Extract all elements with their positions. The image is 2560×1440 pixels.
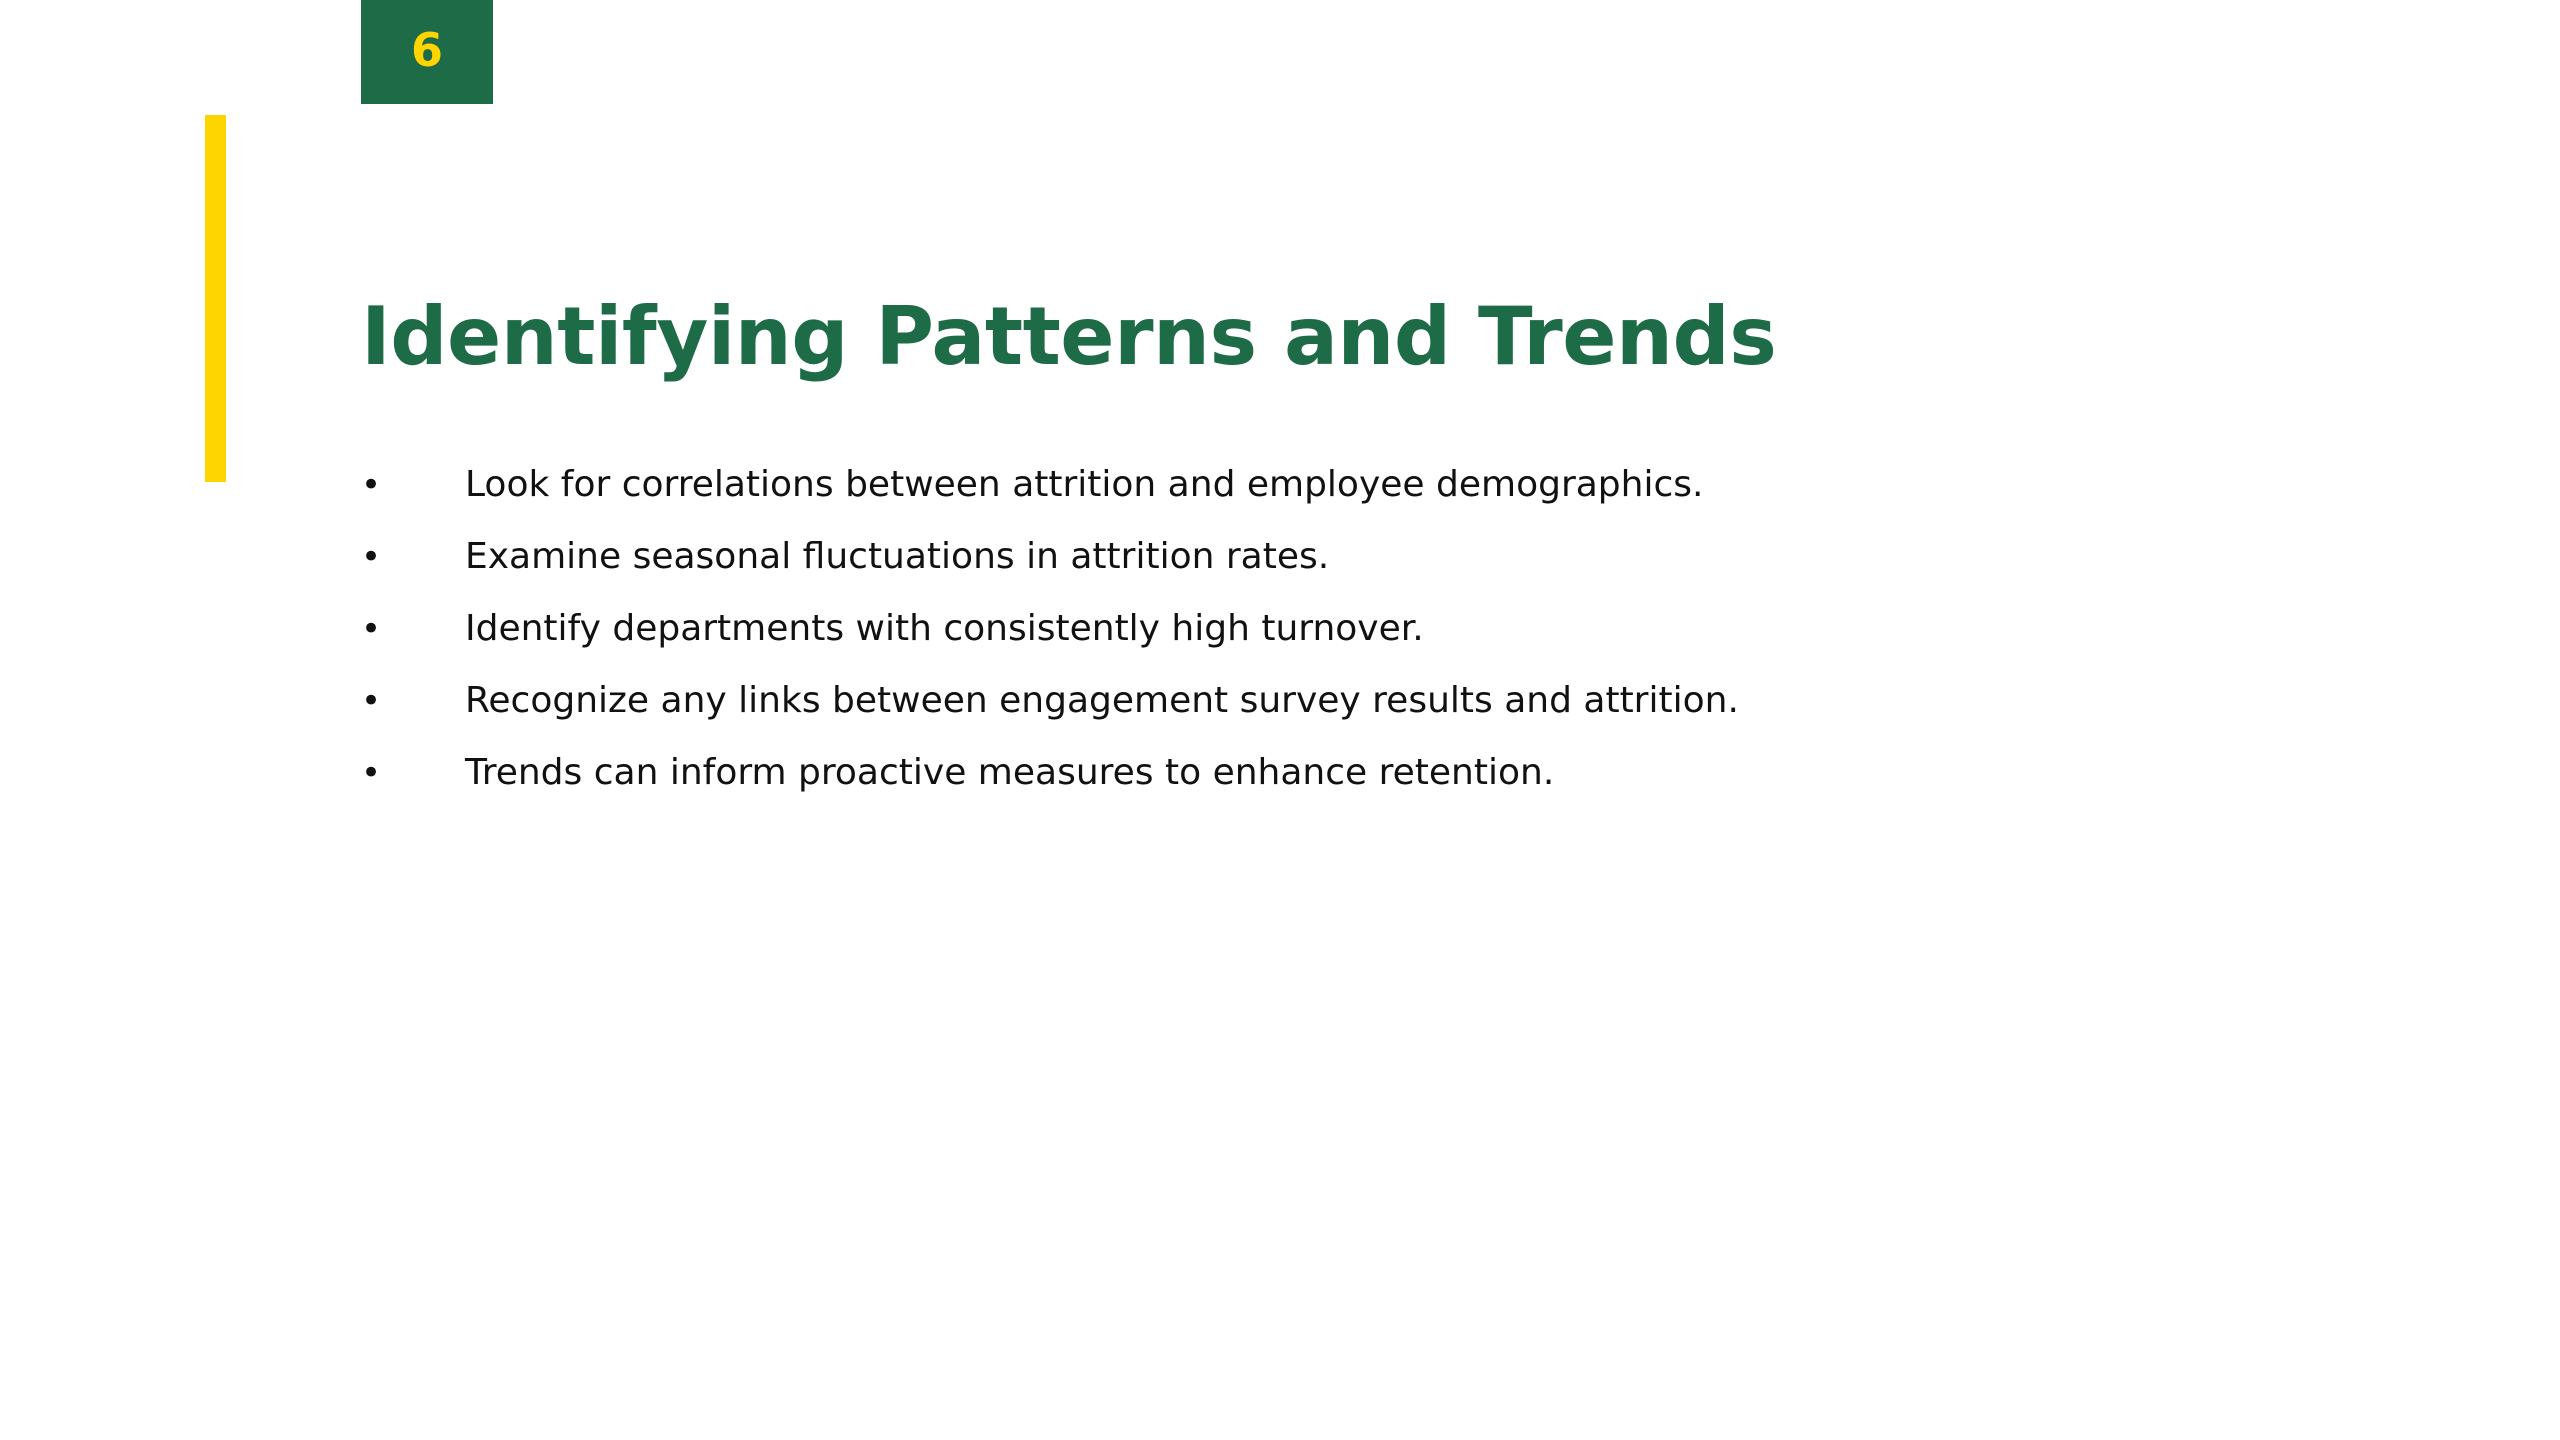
bullet-item xyxy=(361,606,1739,678)
bullet-item xyxy=(361,678,1739,750)
bullet-text: Examine seasonal fluctuations in attrition rates. xyxy=(465,536,1330,577)
slide-title: Identifying Patterns and Trends xyxy=(361,290,1777,383)
bullet-icon: • xyxy=(361,537,382,577)
page-number: 6 xyxy=(410,23,443,77)
accent-bar xyxy=(205,115,226,482)
bullet-item xyxy=(361,534,1739,606)
bullet-icon: • xyxy=(361,609,382,649)
bullet-icon: • xyxy=(361,753,382,793)
bullet-text: Trends can inform proactive measures to enhance retention. xyxy=(465,752,1555,793)
bullet-list xyxy=(361,462,1739,822)
page-number-badge xyxy=(361,0,493,104)
bullet-text: Identify departments with consistently high turnover. xyxy=(465,608,1424,649)
bullet-item xyxy=(361,462,1739,534)
bullet-text: Look for correlations between attrition and employee demographics. xyxy=(465,464,1704,505)
bullet-icon: • xyxy=(361,465,382,505)
bullet-item xyxy=(361,750,1739,822)
bullet-icon: • xyxy=(361,681,382,721)
bullet-text: Recognize any links between engagement survey results and attrition. xyxy=(465,680,1739,721)
